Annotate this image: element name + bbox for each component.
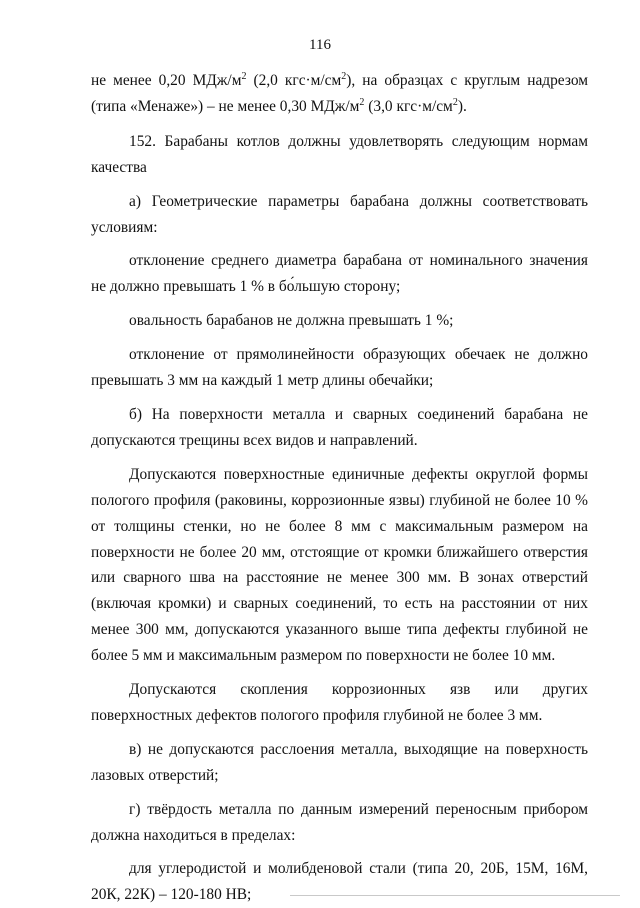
text-fragment: ). (457, 97, 467, 115)
paragraph-item-v: в) не допускаются расслоения металла, выходящие на поверхность лазовых отверстий; (91, 740, 588, 784)
paragraph-item-b: б) На поверхности металла и сварных соединений барабана не допускаются трещины всех видов и направлений. (91, 405, 588, 449)
paragraph-item-a: а) Геометрические параметры барабана должны соответствовать условиям: (91, 192, 588, 236)
paragraph-ovality: овальность барабанов не должна превышать 1 %; (129, 312, 454, 330)
paragraph-straightness: отклонение от прямолинейности образующих обечаек не должно превышать 3 мм на каждый 1 метр длины обечайки; (91, 346, 588, 390)
document-body (91, 68, 588, 908)
paragraph-item-g: г) твёрдость металла по данным измерений переносным прибором должна находиться в пределах: (91, 800, 588, 844)
text-fragment: (3,0 кгс·м/см (364, 97, 453, 115)
text-fragment: ), на образцах с круглым надрезом (типа «Менаже») – не менее 0,30 МДж/м (91, 72, 588, 115)
superscript: 2 (359, 96, 365, 108)
paragraph-diameter-deviation: отклонение среднего диаметра барабана от номинального значения не должно превышать 1 % в бо́льшую сторону; (91, 252, 588, 296)
paragraph-corrosion-clusters: Допускаются скопления коррозионных язв или других поверхностных дефектов пологого профиля глубиной не более 3 мм. (91, 681, 588, 724)
paragraph-152-heading: 152. Барабаны котлов должны удовлетворять следующим нормам качества (91, 132, 588, 176)
text-fragment: не менее 0,20 МДж/м (91, 72, 242, 89)
superscript: 2 (452, 96, 458, 108)
paragraph-impact-strength (91, 68, 588, 120)
paragraph-allowed-defects: Допускаются поверхностные единичные дефекты округлой формы пологого профиля (раковины, коррозионные язвы) глубиной не более 10 % от толщины стенки, но не более 8 мм с максимальным размером на поверхности не более 20 мм, отстоящие от кромки ближайшего отверстия или сварного шва на расстояние не менее 300 мм. В зонах отверстий (включая кромки) и сварных соединений, то есть на расстоянии от них менее 300 мм, допускаются указанного выше типа дефекты глубиной не более 5 мм и максимальным размером по поверхности не более 10 мм. (91, 465, 588, 665)
superscript: 2 (341, 70, 347, 82)
paragraph-carbon-steel-hardness: для углеродистой и молибденовой стали (типа 20, 20Б, 15М, 16М, 20К, 22К) – 120-180 НВ; (91, 860, 588, 904)
text-fragment: (2,0 кгс·м/см (246, 72, 342, 89)
page-number: 116 (309, 37, 331, 53)
superscript: 2 (241, 70, 247, 82)
scan-edge-line (290, 895, 620, 896)
